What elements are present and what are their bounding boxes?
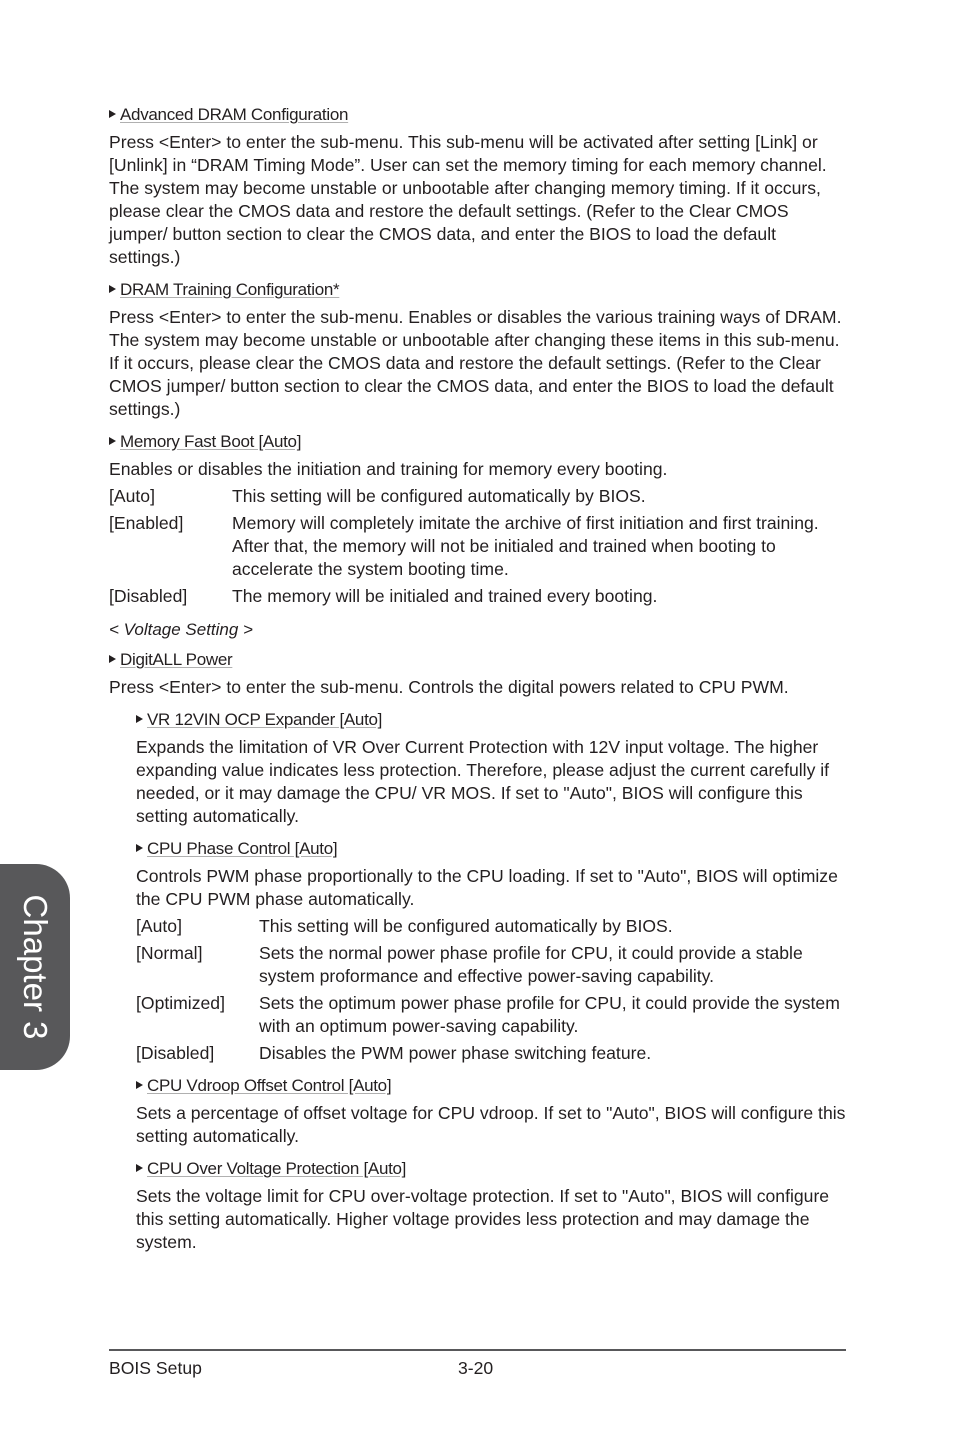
option-row bbox=[136, 915, 849, 938]
option-row bbox=[136, 992, 849, 1038]
page-number: 3-20 bbox=[458, 1358, 494, 1378]
section-heading bbox=[136, 709, 849, 731]
option-key: [Enabled] bbox=[109, 513, 184, 533]
triangle-bullet-icon bbox=[136, 1164, 143, 1172]
option-row bbox=[136, 1042, 849, 1065]
section-title: DRAM Training Configuration* bbox=[120, 280, 340, 299]
triangle-bullet-icon bbox=[136, 844, 143, 852]
option-row bbox=[109, 485, 849, 508]
option-row bbox=[109, 512, 849, 581]
option-desc: Memory will completely imitate the archive of first initiation and first training. After that, the memory will not be initialed and trained when booting to accelerate the system booting time. bbox=[232, 513, 819, 579]
section-cpu-vdroop-offset bbox=[136, 1075, 849, 1148]
section-title: Advanced DRAM Configuration bbox=[120, 105, 349, 124]
section-vr-12vin-ocp bbox=[136, 709, 849, 828]
option-row bbox=[109, 585, 849, 608]
section-heading bbox=[109, 104, 849, 126]
section-heading bbox=[136, 1075, 849, 1097]
footer-section-name: BOIS Setup bbox=[109, 1358, 202, 1378]
section-digitall-power bbox=[109, 649, 849, 699]
triangle-bullet-icon bbox=[109, 655, 116, 663]
section-advanced-dram bbox=[109, 104, 849, 269]
options-table bbox=[109, 485, 849, 608]
section-body: Sets a percentage of offset voltage for CPU vdroop. If set to "Auto", BIOS will configure this setting automatically. bbox=[136, 1103, 846, 1146]
section-title: CPU Phase Control [Auto] bbox=[147, 839, 338, 858]
section-heading bbox=[109, 649, 849, 671]
triangle-bullet-icon bbox=[109, 437, 116, 445]
option-desc: This setting will be configured automatically by BIOS. bbox=[259, 916, 673, 936]
option-desc: Sets the normal power phase profile for CPU, it could provide a stable system proformance and effective power-saving capability. bbox=[259, 943, 803, 986]
options-table bbox=[136, 915, 849, 1065]
section-body: Expands the limitation of VR Over Current Protection with 12V input voltage. The higher expanding value indicates less protection. Therefore, please adjust the current carefully if needed, or it may damage the CPU/ VR MOS. If set to "Auto", BIOS will configure this setting automatically. bbox=[136, 737, 830, 826]
triangle-bullet-icon bbox=[109, 110, 116, 118]
option-desc: Sets the optimum power phase profile for CPU, it could provide the system with an optimum power-saving capability. bbox=[259, 993, 840, 1036]
section-body: Press <Enter> to enter the sub-menu. Controls the digital powers related to CPU PWM. bbox=[109, 677, 789, 697]
triangle-bullet-icon bbox=[136, 715, 143, 723]
section-body: Enables or disables the initiation and training for memory every booting. bbox=[109, 459, 668, 479]
section-cpu-over-voltage bbox=[136, 1158, 849, 1254]
triangle-bullet-icon bbox=[109, 285, 116, 293]
section-title: Memory Fast Boot [Auto] bbox=[120, 432, 302, 451]
option-key: [Auto] bbox=[136, 916, 182, 936]
section-title: CPU Over Voltage Protection [Auto] bbox=[147, 1159, 407, 1178]
triangle-bullet-icon bbox=[136, 1081, 143, 1089]
section-body: Press <Enter> to enter the sub-menu. This sub-menu will be activated after setting [Link] or [Unlink] in “DRAM Timing Mode”. User can set the memory timing for each memory channel. The system may become unstable or unbootable after changing memory timing. If it occurs, please clear the CMOS data and restore the default settings. (Refer to the Clear CMOS jumper/ button section to clear the CMOS data, and enter the BIOS to load the default settings.) bbox=[109, 132, 827, 267]
chapter-tab bbox=[0, 864, 70, 1070]
manual-content bbox=[109, 104, 849, 1264]
option-key: [Auto] bbox=[109, 486, 155, 506]
option-key: [Disabled] bbox=[136, 1043, 215, 1063]
section-heading bbox=[136, 1158, 849, 1180]
voltage-setting-label: < Voltage Setting > bbox=[109, 620, 253, 639]
section-body: Sets the voltage limit for CPU over-voltage protection. If set to "Auto", BIOS will configure this setting automatically. Higher voltage provides less protection and may damage the system. bbox=[136, 1186, 830, 1252]
option-desc: The memory will be initialed and trained every booting. bbox=[232, 586, 658, 606]
section-body: Press <Enter> to enter the sub-menu. Enables or disables the various training ways of DRAM. The system may become unstable or unbootable after changing these items in this sub-menu. If it occurs, please clear the CMOS data and restore the default settings. (Refer to the Clear CMOS jumper/ button section to clear the CMOS data, and enter the BIOS to load the default settings.) bbox=[109, 307, 842, 419]
footer-divider bbox=[109, 1349, 846, 1351]
option-key: [Optimized] bbox=[136, 993, 225, 1013]
section-heading bbox=[136, 838, 849, 860]
section-dram-training bbox=[109, 279, 849, 421]
digitall-submenu-items bbox=[109, 709, 849, 1254]
section-title: CPU Vdroop Offset Control [Auto] bbox=[147, 1076, 392, 1095]
option-key: [Disabled] bbox=[109, 586, 188, 606]
section-title: DigitALL Power bbox=[120, 650, 233, 669]
section-title: VR 12VIN OCP Expander [Auto] bbox=[147, 710, 383, 729]
section-cpu-phase-control bbox=[136, 838, 849, 1065]
option-desc: Disables the PWM power phase switching feature. bbox=[259, 1043, 652, 1063]
option-row bbox=[136, 942, 849, 988]
chapter-tab-label: Chapter 3 bbox=[17, 894, 54, 1040]
option-key: [Normal] bbox=[136, 943, 203, 963]
section-heading bbox=[109, 279, 849, 301]
section-memory-fast-boot bbox=[109, 431, 849, 608]
option-desc: This setting will be configured automatically by BIOS. bbox=[232, 486, 646, 506]
section-body: Controls PWM phase proportionally to the CPU loading. If set to "Auto", BIOS will optimize the CPU PWM phase automatically. bbox=[136, 866, 838, 909]
section-heading bbox=[109, 431, 849, 453]
